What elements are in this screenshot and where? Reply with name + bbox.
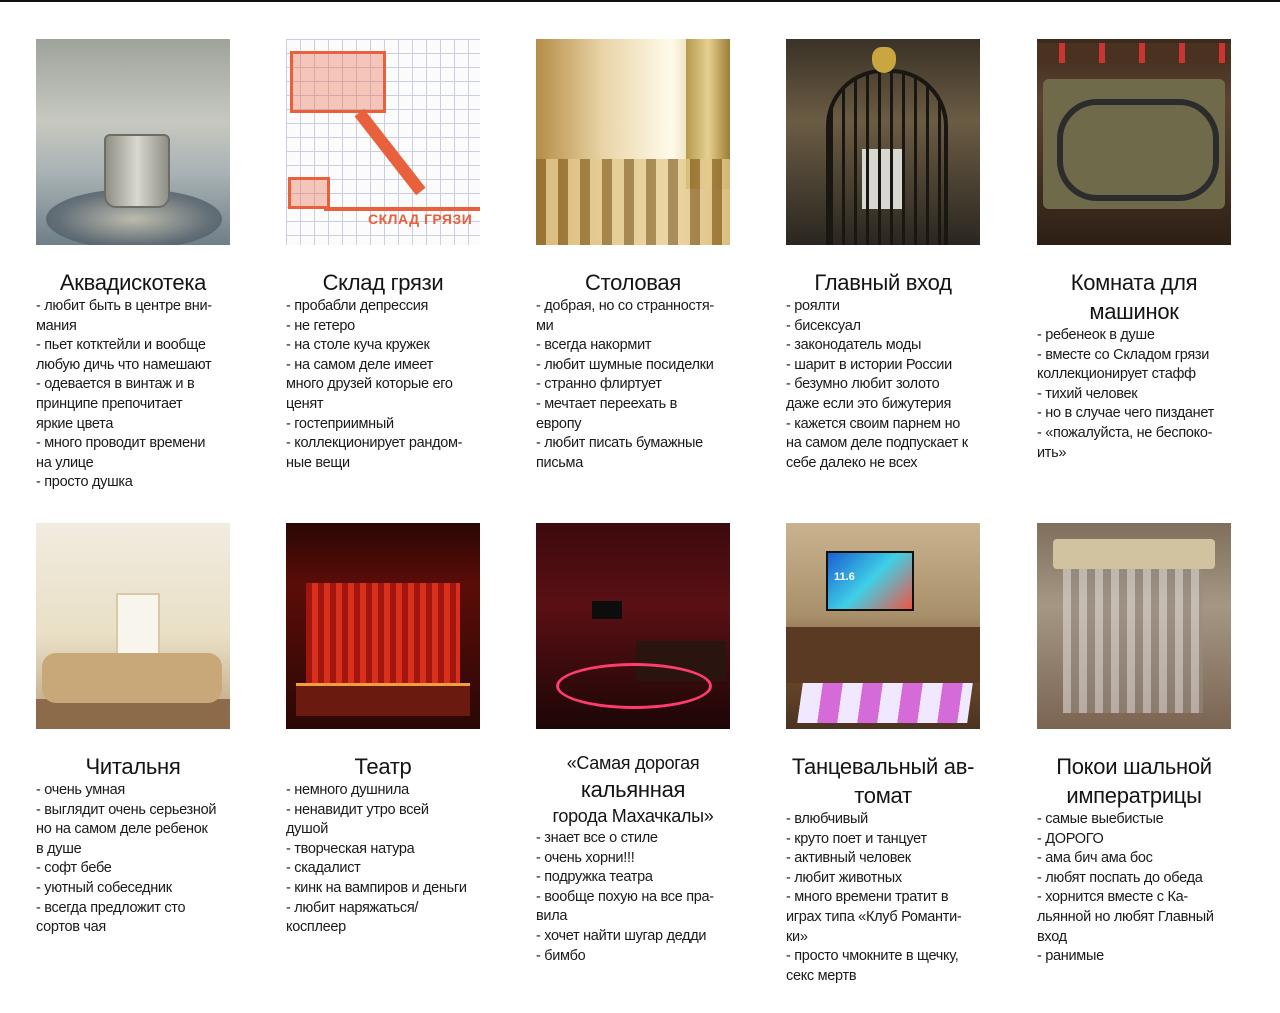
card-title: Театр bbox=[354, 754, 412, 779]
card-description: - немного душнила - ненавидит утро всей душой - творческая натура - скадалист - кинк на вампиров и деньги - любит наряжаться/ косплеер bbox=[286, 782, 467, 936]
card-title: Главный вход bbox=[814, 270, 952, 295]
card-empress-chambers bbox=[1037, 523, 1263, 967]
game-screen-score: 11.6 bbox=[834, 571, 855, 583]
card-main-entrance bbox=[786, 39, 1012, 473]
card-dance-machine bbox=[786, 523, 1012, 986]
card-description: - добрая, но со странностя- ми - всегда накормит - любит шумные посиделки - странно флиртует - мечтает переехать в европу - любит писать бумажные письма bbox=[536, 298, 714, 471]
card-title bbox=[536, 751, 730, 829]
dining-photo bbox=[536, 39, 730, 245]
theatre-photo bbox=[286, 523, 480, 729]
eagle-emblem-icon bbox=[872, 47, 896, 73]
card-description: - любит быть в центре вни- мания - пьет котктейли и вообще любую дичь что намешают - одевается в винтаж и в принципе препочитает яркие цвета - много проводит времени на улице - просто душка bbox=[36, 298, 212, 491]
card-dirt-storage bbox=[286, 39, 512, 473]
hookah-lounge-photo bbox=[536, 523, 730, 729]
card-description: - влюбчивый - круто поет и танцует - активный человек - любит животных - много времени тратит в играх типа «Клуб Романти- ки» - просто чмокните в щечку, секс мертв bbox=[786, 811, 962, 984]
card-title-line3: города Махачкалы» bbox=[552, 806, 714, 826]
floor-plan-label: СКЛАД ГРЯЗИ bbox=[368, 211, 473, 227]
reading-room-photo bbox=[36, 523, 230, 729]
card-description: - роялти - бисексуал - законодатель моды - шарит в истории России - безумно любит золото даже если это бижутерия - кажется своим парнем но на самом деле подпускает к себе далеко не всех bbox=[786, 298, 968, 471]
card-title-line1: «Самая дорогая bbox=[566, 753, 700, 773]
gate-photo bbox=[786, 39, 980, 245]
card-description: - очень умная - выглядит очень серьезной но на самом деле ребенок в душе - софт бебе - уютный собеседник - всегда предложит сто сортов чая bbox=[36, 782, 217, 936]
card-description: - пробабли депрессия - не гетеро - на столе куча кружек - на самом деле имеет много друзей которые его ценят - гостеприимный - коллекционирует рандом- ные вещи bbox=[286, 298, 463, 471]
bedroom-photo bbox=[1037, 523, 1231, 729]
card-title: Комната для машинок bbox=[1070, 270, 1198, 324]
card-reading-room bbox=[36, 523, 262, 938]
card-title: Покои шальной императрицы bbox=[1056, 754, 1212, 808]
card-cars-room bbox=[1037, 39, 1263, 463]
top-border bbox=[0, 0, 1280, 2]
card-description: - самые выебистые - ДОРОГО - ама бич ама бос - любят поспать до обеда - хорнится вместе с Ка- льянной но любят Главный вход - ранимые bbox=[1037, 811, 1214, 965]
card-dining bbox=[536, 39, 762, 473]
card-title: Склад грязи bbox=[322, 270, 444, 295]
card-aquadisco bbox=[36, 39, 262, 493]
card-title-line2: кальянная bbox=[580, 777, 686, 802]
card-title: Читальня bbox=[85, 754, 181, 779]
card-description: - ребенеок в душе - вместе со Складом грязи коллекционирует стафф - тихий человек - но в случае чего пизданет - «пожалуйста, не беспоко- ить» bbox=[1037, 327, 1214, 461]
aquadisco-photo bbox=[36, 39, 230, 245]
card-title: Танцевальный ав- томат bbox=[791, 754, 975, 808]
dance-machine-photo bbox=[786, 523, 980, 729]
card-theatre bbox=[286, 523, 512, 938]
floor-plan-photo bbox=[286, 39, 480, 245]
card-hookah bbox=[536, 523, 762, 966]
model-track-photo bbox=[1037, 39, 1231, 245]
card-description: - знает все о стиле - очень хорни!!! - подружка театра - вообще похую на все пра- вила - хочет найти шугар дедди - бимбо bbox=[536, 830, 714, 964]
card-title: Аквадискотека bbox=[59, 270, 207, 295]
game-screen bbox=[826, 551, 914, 611]
card-title: Столовая bbox=[585, 270, 681, 295]
